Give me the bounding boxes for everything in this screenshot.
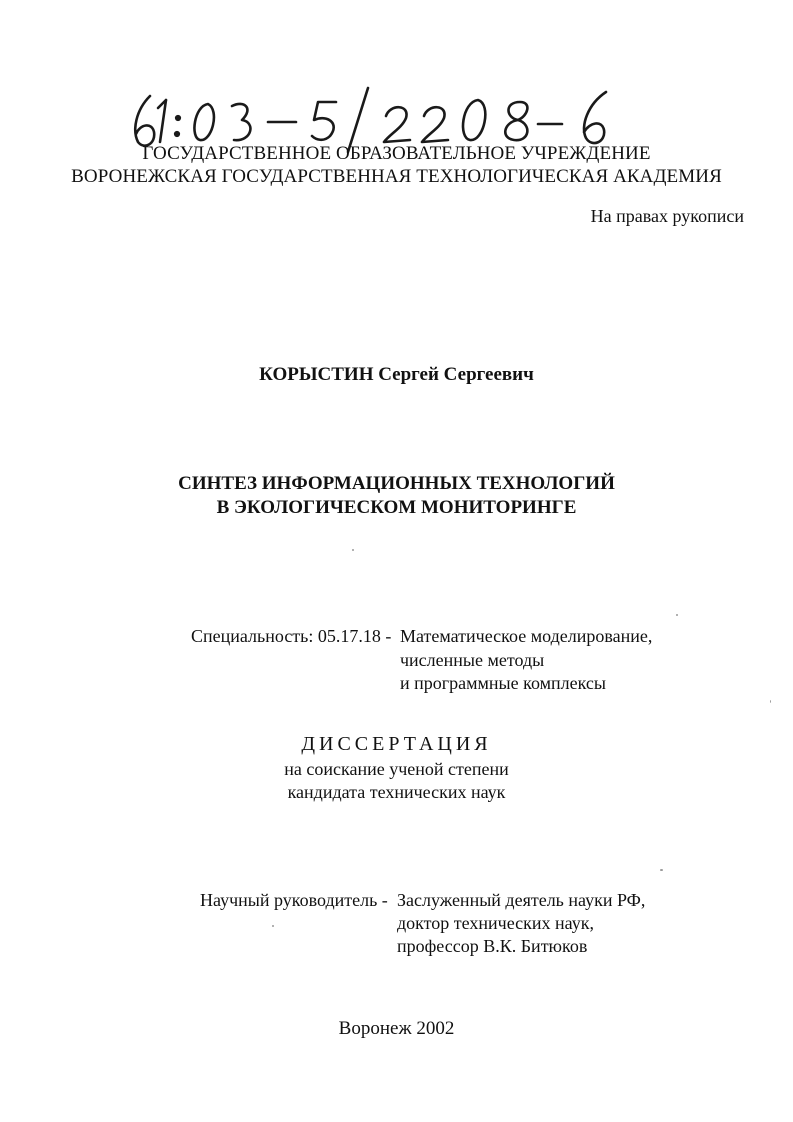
specialty-line-3: и программные комплексы	[400, 673, 606, 693]
author-name: КОРЫСТИН Сергей Сергеевич	[259, 364, 534, 385]
supervisor-line-3: профессор В.К. Битюков	[397, 936, 588, 956]
supervisor-label: Научный руководитель -	[200, 890, 388, 910]
scan-speck	[660, 869, 663, 871]
scan-speck	[272, 925, 274, 927]
institution-line-1: ГОСУДАРСТВЕННОЕ ОБРАЗОВАТЕЛЬНОЕ УЧРЕЖДЕНИЕ	[142, 143, 651, 164]
specialty-line-1: Математическое моделирование,	[400, 626, 653, 646]
scan-speck	[676, 614, 678, 616]
scan-speck	[352, 549, 354, 551]
institution-line-2: ВОРОНЕЖСКАЯ ГОСУДАРСТВЕННАЯ ТЕХНОЛОГИЧЕСКАЯ АКАДЕМИЯ	[71, 166, 722, 187]
title-line-1: СИНТЕЗ ИНФОРМАЦИОННЫХ ТЕХНОЛОГИЙ	[178, 473, 615, 494]
specialty-label: Специальность: 05.17.18 -	[191, 626, 392, 646]
dissertation-heading: ДИССЕРТАЦИЯ	[301, 733, 492, 755]
dissertation-degree-line-2: кандидата технических наук	[287, 782, 506, 802]
title-line-2: В ЭКОЛОГИЧЕСКОМ МОНИТОРИНГЕ	[216, 497, 577, 518]
specialty-line-2: численные методы	[400, 650, 545, 670]
scan-speck	[770, 700, 771, 703]
supervisor-line-1: Заслуженный деятель науки РФ,	[397, 890, 646, 910]
dissertation-degree-line-1: на соискание ученой степени	[284, 759, 509, 779]
supervisor-line-2: доктор технических наук,	[397, 913, 594, 933]
city-year: Воронеж 2002	[338, 1018, 455, 1039]
manuscript-rights-note: На правах рукописи	[590, 206, 744, 226]
